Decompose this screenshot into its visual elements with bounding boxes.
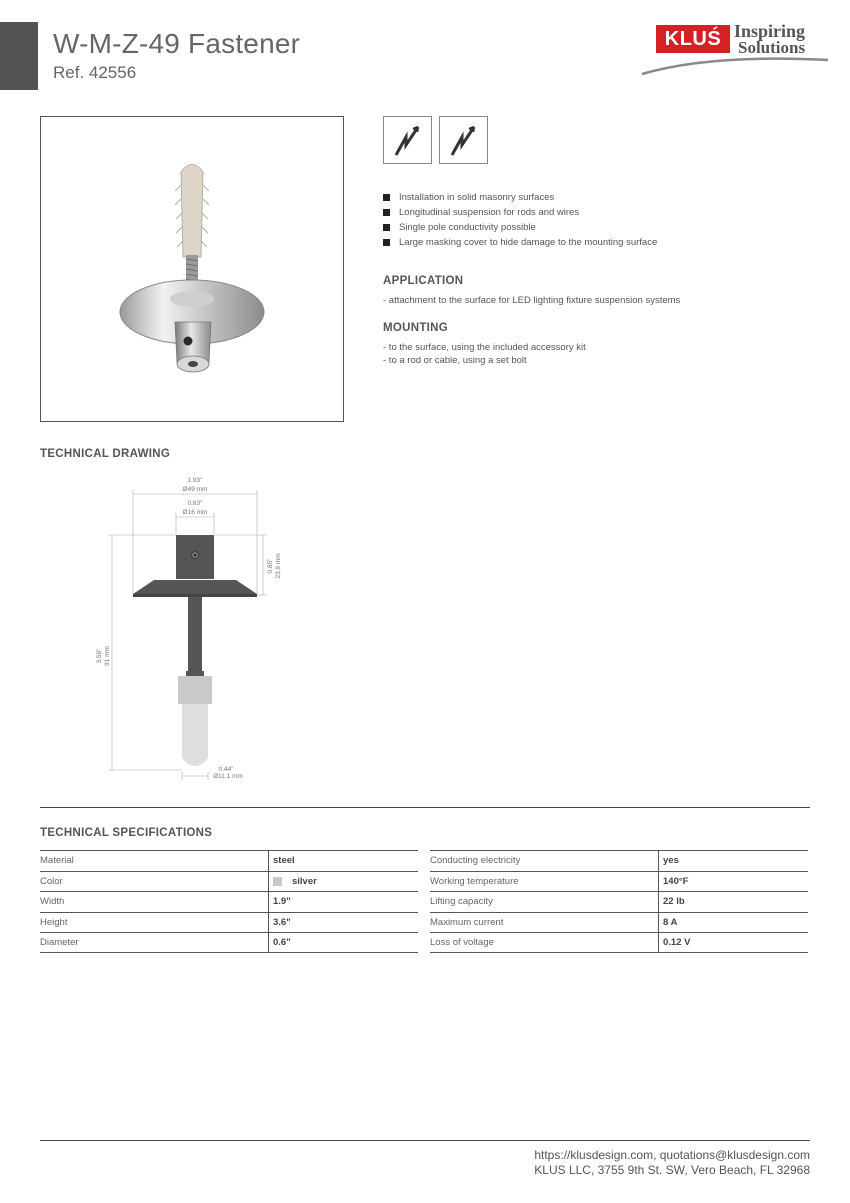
- dim-inner-in: 0.63": [187, 500, 203, 507]
- spec-label: Diameter: [40, 933, 269, 952]
- footer-address: KLUS LLC, 3755 9th St. SW, Vero Beach, FL 32968: [534, 1163, 810, 1177]
- spec-value: silver: [292, 875, 317, 887]
- dim-total-in: 3.58": [96, 648, 103, 664]
- feature-item: Longitudinal suspension for rods and wires: [383, 205, 657, 220]
- spec-label: Loss of voltage: [430, 933, 659, 952]
- table-row: [40, 891, 418, 912]
- spec-table-right: [430, 850, 808, 953]
- spec-value: 8 A: [663, 916, 678, 928]
- dim-head-mm: 23,9 mm: [275, 553, 282, 579]
- logo-tagline-2: Solutions: [738, 38, 806, 57]
- spec-label: Lifting capacity: [430, 892, 659, 912]
- technical-drawing: [90, 470, 300, 790]
- corner-accent: [0, 22, 38, 90]
- dim-dowel-in: 0.44": [218, 766, 234, 773]
- footer-contact[interactable]: https://klusdesign.com, quotations@klusdesign.com: [534, 1148, 810, 1162]
- mounting-item: - to a rod or cable, using a set bolt: [383, 355, 527, 366]
- table-row: [40, 871, 418, 892]
- table-row: [40, 912, 418, 933]
- spec-label: Height: [40, 913, 269, 933]
- spec-value-color: [269, 876, 317, 887]
- spec-label: Working temperature: [430, 872, 659, 892]
- logo-swoosh-icon: [640, 52, 830, 76]
- spec-label: Conducting electricity: [430, 851, 659, 871]
- mounting-heading: MOUNTING: [383, 322, 449, 334]
- product-photo: [40, 116, 344, 422]
- klus-logo: [640, 22, 830, 82]
- feature-list: [383, 190, 657, 250]
- table-row: [430, 932, 808, 953]
- spec-value: 140°F: [663, 875, 689, 887]
- spec-value: 1.9": [273, 896, 291, 908]
- dim-outer-in: 1.93": [187, 477, 203, 484]
- table-row: [430, 891, 808, 912]
- product-ref: Ref. 42556: [53, 63, 137, 82]
- table-row: [430, 850, 808, 871]
- spec-label: Width: [40, 892, 269, 912]
- spec-value: 0.12 V: [663, 936, 691, 948]
- table-row: [40, 932, 418, 953]
- spec-table-left: [40, 850, 418, 953]
- application-heading: APPLICATION: [383, 275, 464, 287]
- dim-dowel-mm: Ø11,1 mm: [213, 773, 243, 780]
- spec-value: 22 lb: [663, 896, 685, 908]
- table-row: [40, 850, 418, 871]
- feature-item: Installation in solid masonry surfaces: [383, 190, 657, 205]
- spec-value: steel: [273, 855, 295, 867]
- page-title: W-M-Z-49 Fastener: [53, 28, 301, 59]
- specifications-heading: TECHNICAL SPECIFICATIONS: [40, 827, 213, 839]
- spec-value: 0.6": [273, 936, 291, 948]
- fastener-photo-icon: [41, 117, 343, 421]
- spec-label: Color: [40, 872, 269, 892]
- spec-value: 3.6": [273, 916, 291, 928]
- spec-label: Maximum current: [430, 913, 659, 933]
- spec-value: yes: [663, 855, 679, 867]
- application-item: - attachment to the surface for LED lighting fixture suspension systems: [383, 295, 681, 306]
- feature-item: Large masking cover to hide damage to the mounting surface: [383, 235, 657, 250]
- logo-tagline-1: Inspiring: [734, 21, 806, 41]
- footer-divider: [40, 1140, 810, 1141]
- dim-outer-mm: Ø49 mm: [182, 486, 208, 493]
- feature-item: Single pole conductivity possible: [383, 220, 657, 235]
- divider: [40, 807, 810, 808]
- spec-label: Material: [40, 851, 269, 871]
- dim-total-mm: 91 mm: [104, 646, 111, 666]
- dim-inner-mm: Ø16 mm: [182, 509, 208, 516]
- table-row: [430, 871, 808, 892]
- color-swatch: [273, 877, 282, 886]
- dim-head-in: 0.85": [267, 558, 274, 574]
- conductivity-icon: [439, 116, 488, 164]
- mounting-item: - to the surface, using the included accessory kit: [383, 342, 586, 353]
- technical-drawing-heading: TECHNICAL DRAWING: [40, 448, 171, 460]
- table-row: [430, 912, 808, 933]
- conductivity-icon: [383, 116, 432, 164]
- logo-brand: KLUŚ: [656, 25, 730, 53]
